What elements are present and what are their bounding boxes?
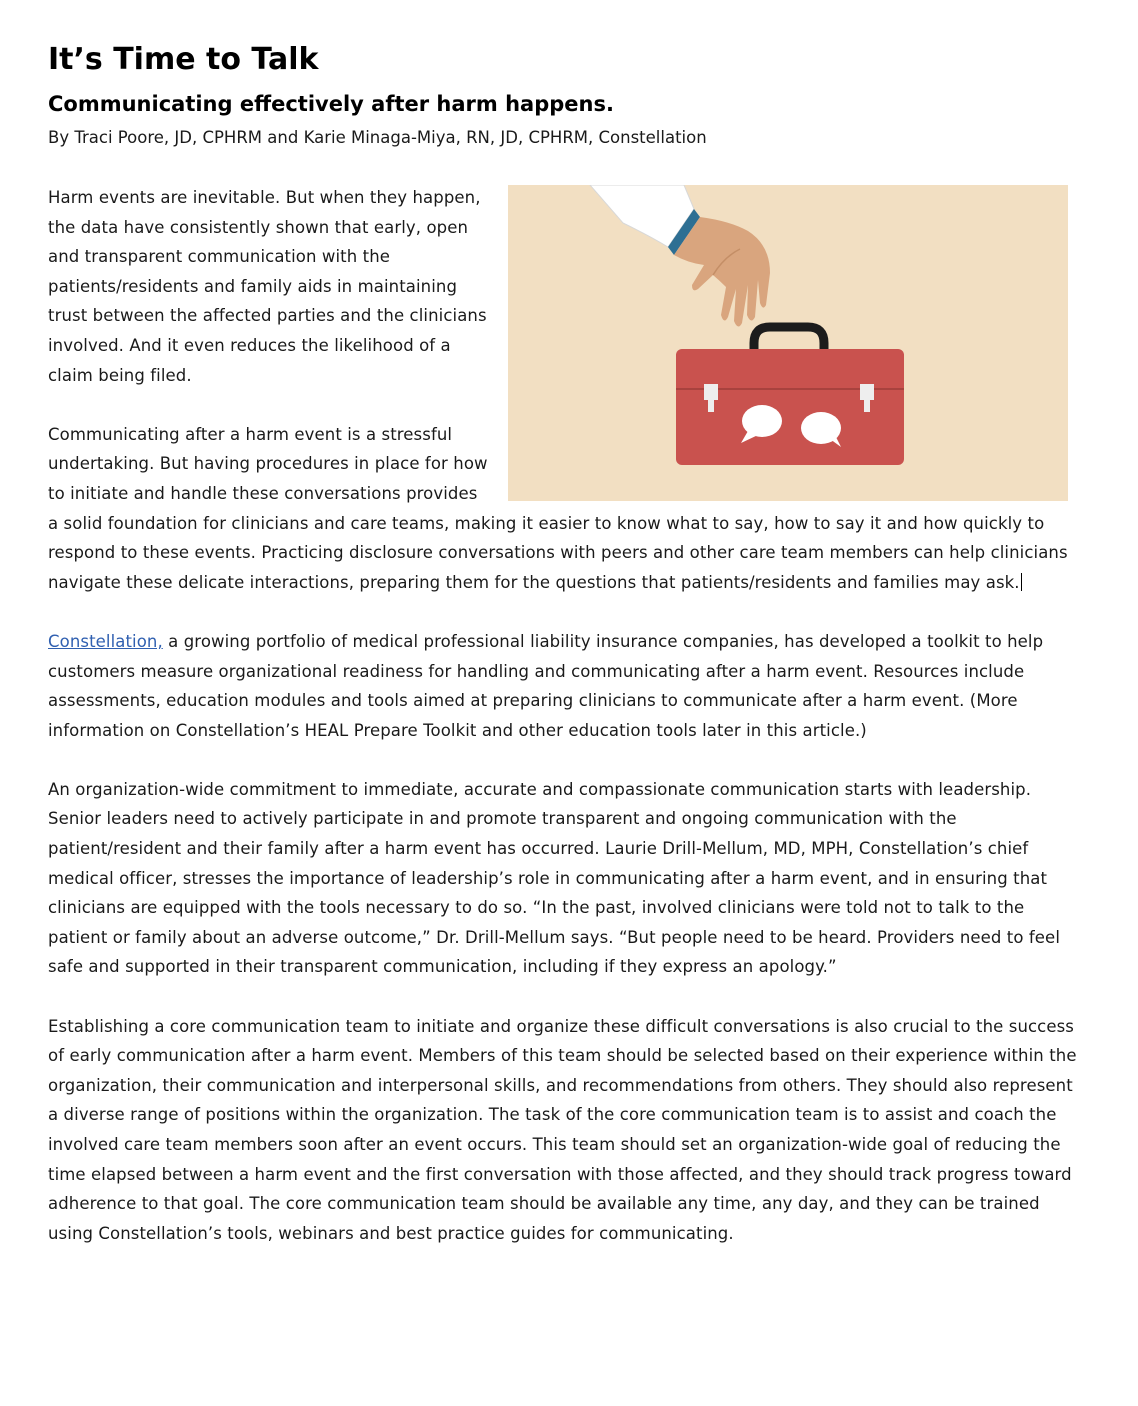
paragraph-4: An organization-wide commitment to immediate, accurate and compassionate communication starts with leadership. Senior leaders need to actively participate in and promote transparent and ongoing communication with the patient/resident and their family after a harm event has occurred. Laurie Drill-Mellum, MD, MPH, Constellation’s chief medical officer, stresses the importance of leadership’s role in communicating after a harm event, and in ensuring that clinicians are equipped with the tools necessary to do so. “In the past, involved clinicians were told not to talk to the patient or family about an adverse outcome,” Dr. Drill-Mellum says. “But people need to be heard. Providers need to feel safe and supported in their transparent communication, including if they express an apology.” [48, 779, 1060, 977]
constellation-link[interactable]: Constellation, [48, 631, 163, 651]
paragraph-5: Establishing a core communication team to initiate and organize these difficult conversations is also crucial to the success of early communication after a harm event. Members of this team should be selected based on their experience within the organization, their communication and interpersonal skills, and recommendations from others. They should also represent a diverse range of positions within the organization. The task of the core communication team is to assist and coach the involved care team members soon after an event occurs. This team should set an organization-wide goal of reducing the time elapsed between a harm event and the first conversation with those affected, and they should track progress toward adherence to that goal. The core communication team should be available any time, any day, and they can be trained using Constellation’s tools, webinars and best practice guides for communicating. [48, 1016, 1077, 1243]
article-title: It’s Time to Talk [48, 42, 319, 77]
article-illustration [508, 185, 1068, 501]
text-cursor [1021, 573, 1023, 591]
article-byline: By Traci Poore, JD, CPHRM and Karie Minaga-Miya, RN, JD, CPHRM, Constellation [48, 128, 707, 147]
article-body [48, 183, 1083, 1278]
paragraph-1: Harm events are inevitable. But when they happen, the data have consistently shown that early, open and transparent communication with the patients/residents and family aids in maintaining trust between the affected parties and the clinicians involved. And it even reduces the likelihood of a claim being filed. [48, 188, 487, 385]
toolbox-with-speech-bubbles-icon [508, 185, 1068, 501]
paragraph-3 [48, 627, 1083, 745]
article-subtitle: Communicating effectively after harm happens. [48, 92, 614, 116]
paragraph-3-text: a growing portfolio of medical professional liability insurance companies, has developed a toolkit to help customers measure organizational readiness for handling and communicating after a harm event. Resources include assessments, education modules and tools aimed at preparing clinicians to communicate after a harm event. (More information on Constellation’s HEAL Prepare Toolkit and other education tools later in this article.) [48, 631, 1044, 740]
paragraph-2-text: Communicating after a harm event is a stressful undertaking. But having procedures in place for how to initiate and handle these conversations provides a solid foundation for clinicians and care teams, making it easier to know what to say, how to say it and how quickly to respond to these events. Practicing disclosure conversations with peers and other care team members can help clinicians navigate these delicate interactions, preparing them for the questions that patients/residents and families may ask. [48, 424, 1068, 592]
